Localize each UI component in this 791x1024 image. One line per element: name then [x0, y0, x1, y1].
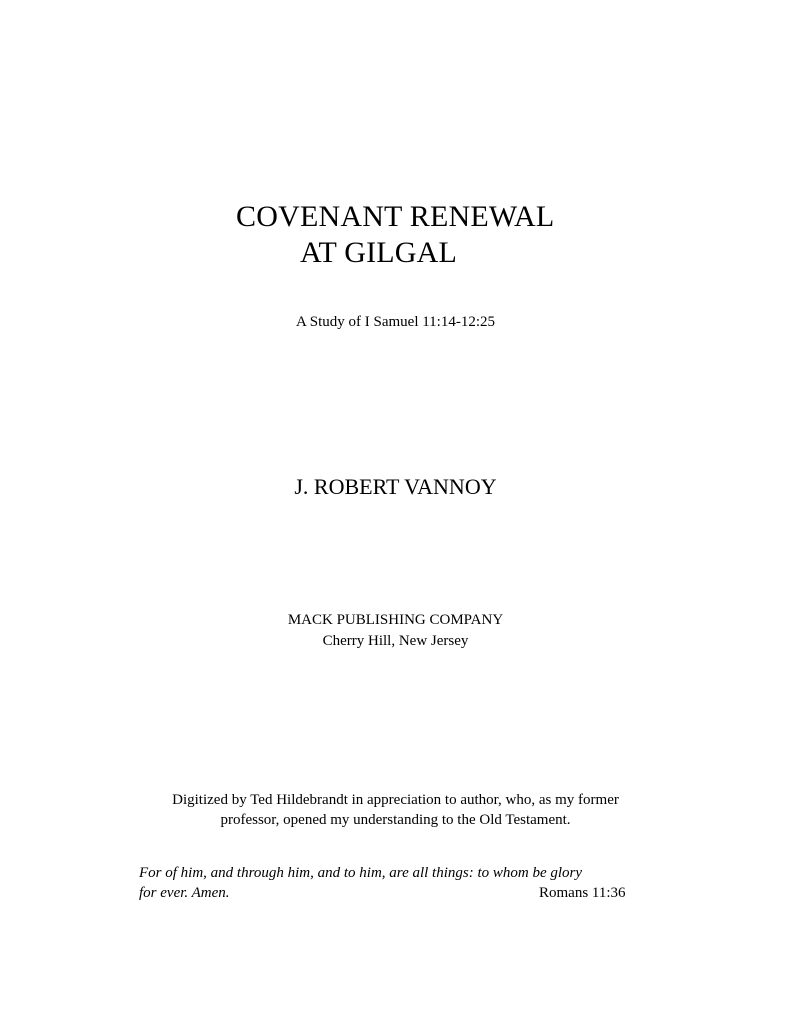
author-name: J. ROBERT VANNOY: [294, 474, 497, 499]
scripture-quote-line-1: For of him, and through him, and to him, are all things: to whom be glory: [139, 865, 583, 881]
book-title-line-2: AT GILGAL: [300, 236, 458, 269]
digitization-credit-line-1: Digitized by Ted Hildebrandt in appreciation to author, who, as my former: [172, 792, 619, 808]
book-title-line-1: COVENANT RENEWAL: [236, 200, 555, 233]
publisher-location: Cherry Hill, New Jersey: [322, 633, 469, 649]
scripture-reference: Romans 11:36: [539, 885, 626, 901]
book-subtitle: A Study of I Samuel 11:14-12:25: [295, 314, 496, 330]
publisher-name: MACK PUBLISHING COMPANY: [287, 612, 504, 628]
digitization-credit-line-2: professor, opened my understanding to the Old Testament.: [220, 812, 571, 828]
scripture-quote-line-2: for ever. Amen.: [139, 885, 230, 901]
